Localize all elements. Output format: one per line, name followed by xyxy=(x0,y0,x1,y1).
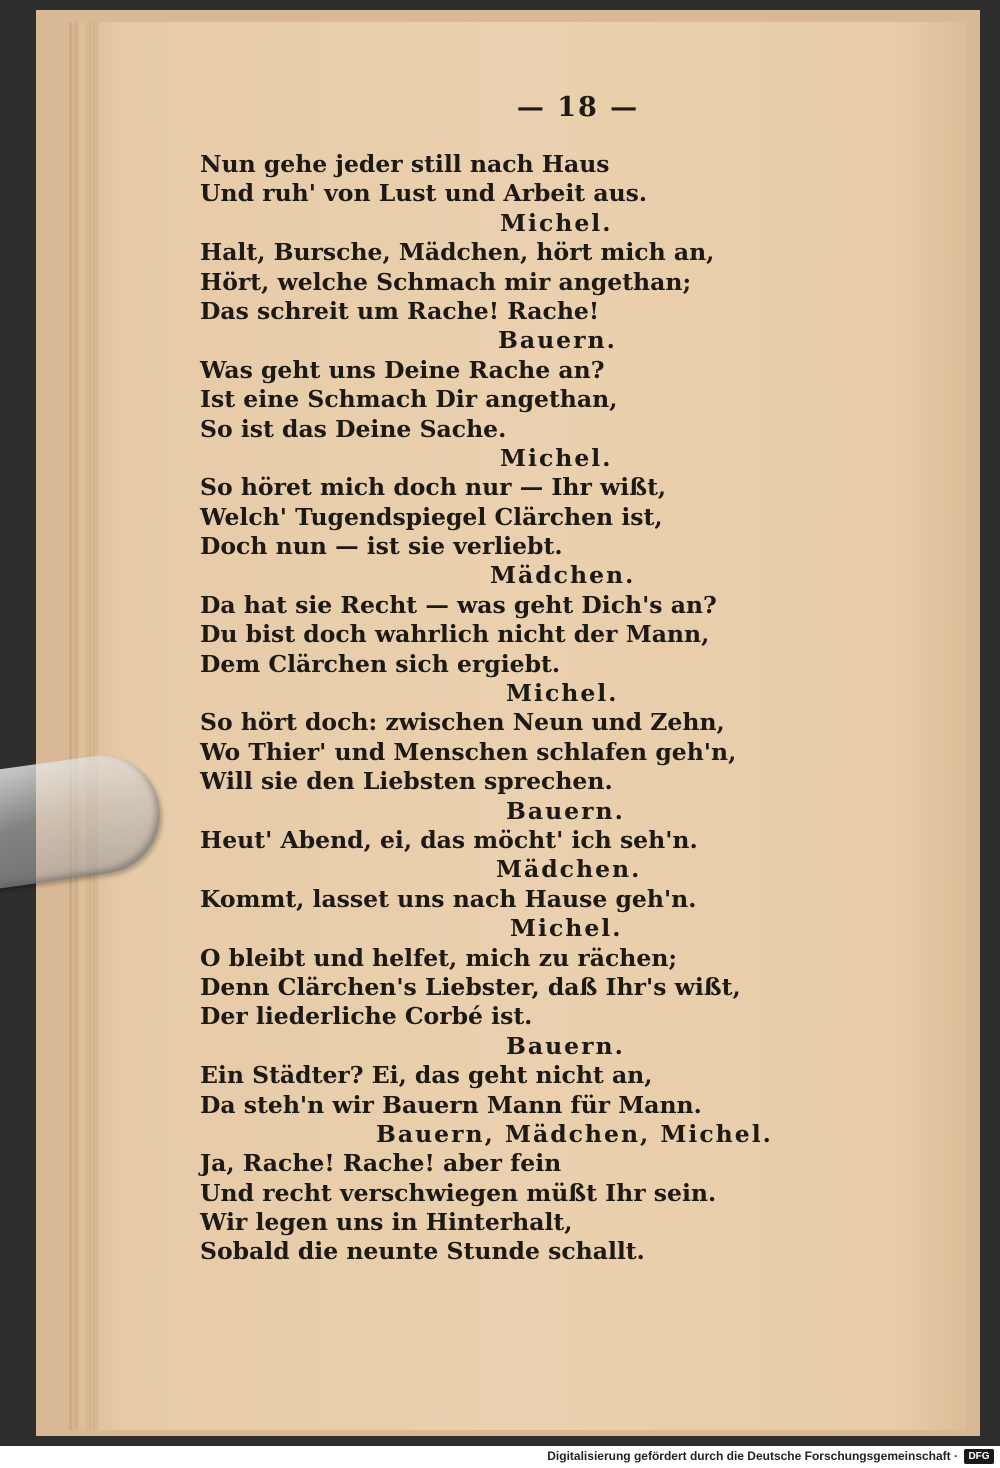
speaker-heading: Bauern. xyxy=(498,326,617,355)
verse-line: Welch' Tugendspiegel Clärchen ist, xyxy=(200,502,663,531)
speaker-heading: Mädchen. xyxy=(496,855,642,884)
verse-line: Denn Clärchen's Liebster, daß Ihr's wißt, xyxy=(200,972,741,1001)
verse-line: Du bist doch wahrlich nicht der Mann, xyxy=(200,620,710,649)
verse-line: Nun gehe jeder still nach Haus xyxy=(200,150,610,178)
speaker-heading: Michel. xyxy=(500,443,613,472)
verse-line: Da steh'n wir Bauern Mann für Mann. xyxy=(200,1090,702,1119)
speaker-heading: Michel. xyxy=(506,679,619,708)
verse-line: So ist das Deine Sache. xyxy=(200,414,507,443)
verse-line: Und recht verschwiegen müßt Ihr sein. xyxy=(200,1178,717,1207)
verse-line: Heut' Abend, ei, das möcht' ich seh'n. xyxy=(200,825,698,854)
verse-line: Will sie den Liebsten sprechen. xyxy=(200,767,613,796)
verse-line: So hört doch: zwischen Neun und Zehn, xyxy=(200,708,725,737)
speaker-heading: Bauern. xyxy=(506,796,625,825)
verse-line: Ist eine Schmach Dir angethan, xyxy=(200,385,618,414)
verse-line: Hört, welche Schmach mir angethan; xyxy=(200,267,692,296)
page-number-text: — 18 — xyxy=(516,92,640,123)
verse-line: Kommt, lasset uns nach Hause geh'n. xyxy=(200,884,697,913)
dfg-logo: DFG xyxy=(964,1449,994,1464)
page-number xyxy=(78,92,1000,123)
verse-line: Halt, Bursche, Mädchen, hört mich an, xyxy=(200,238,715,267)
verse-line: Der liederliche Corbé ist. xyxy=(200,1002,533,1031)
verse-line: O bleibt und helfet, mich zu rächen; xyxy=(200,943,678,972)
verse-line: Wir legen uns in Hinterhalt, xyxy=(200,1208,573,1237)
speaker-heading: Mädchen. xyxy=(490,561,636,590)
verse-line: Ein Städter? Ei, das geht nicht an, xyxy=(200,1061,653,1090)
footer-bar xyxy=(0,1446,1000,1468)
speaker-heading: Bauern, Mädchen, Michel. xyxy=(376,1119,773,1148)
verse-line: Das schreit um Rache! Rache! xyxy=(200,296,600,325)
verse-block xyxy=(200,150,800,1267)
funding-credit: Digitalisierung gefördert durch die Deutsche Forschungsgemeinschaft · xyxy=(547,1449,958,1463)
verse-line: Was geht uns Deine Rache an? xyxy=(200,355,605,384)
verse-line: Wo Thier' und Menschen schlafen geh'n, xyxy=(200,737,737,766)
verse-line: Ja, Rache! Rache! aber fein xyxy=(200,1149,562,1178)
verse-line: So höret mich doch nur — Ihr wißt, xyxy=(200,473,667,502)
verse-line: Und ruh' von Lust und Arbeit aus. xyxy=(200,179,648,208)
speaker-heading: Michel. xyxy=(500,208,613,237)
verse-line: Dem Clärchen sich ergiebt. xyxy=(200,649,561,678)
verse-line: Doch nun — ist sie verliebt. xyxy=(200,532,563,561)
verse-line: Da hat sie Recht — was geht Dich's an? xyxy=(200,590,717,619)
speaker-heading: Bauern. xyxy=(506,1031,625,1060)
page-edge xyxy=(86,22,98,1430)
verse-line: Sobald die neunte Stunde schallt. xyxy=(200,1237,645,1266)
speaker-heading: Michel. xyxy=(510,914,623,943)
